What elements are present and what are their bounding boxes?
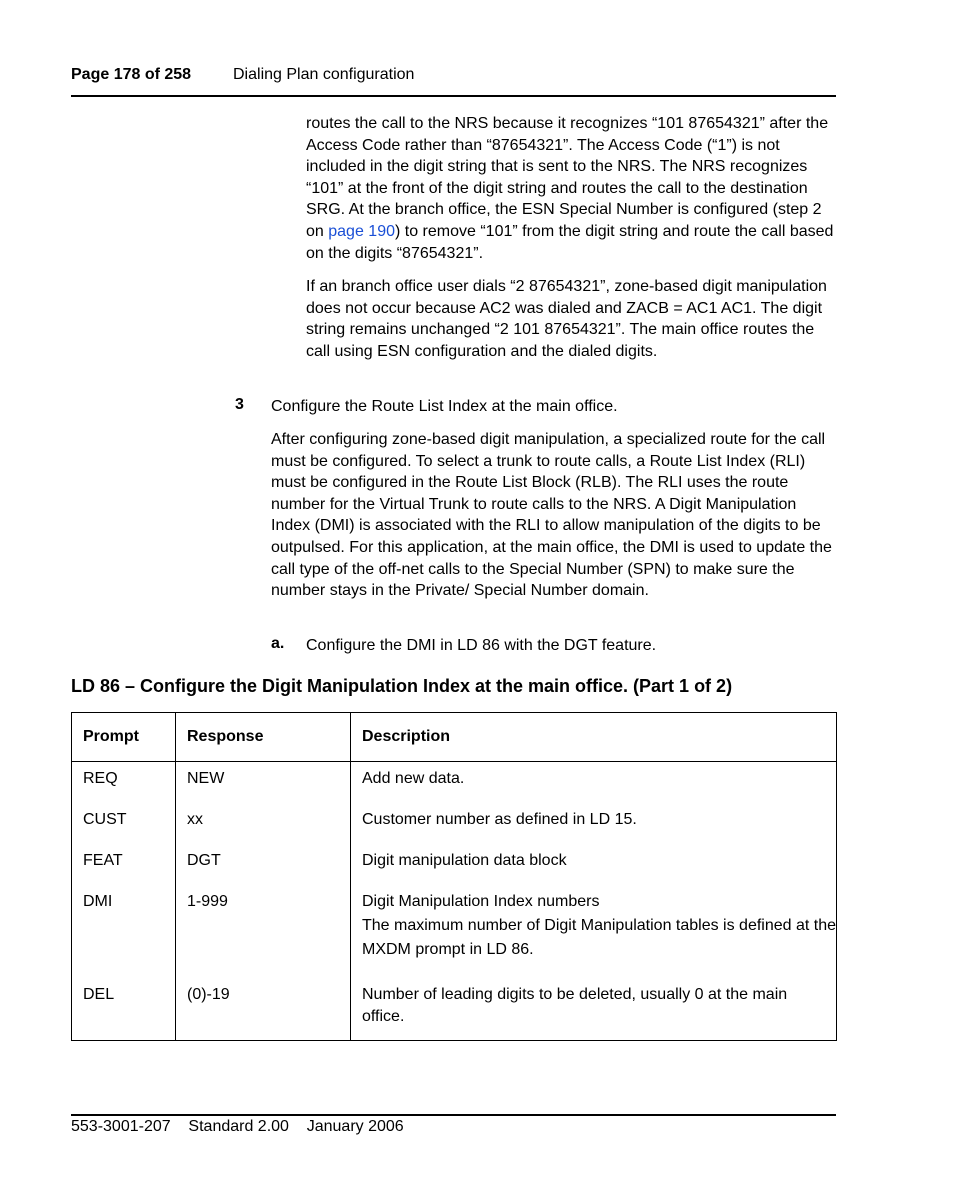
publication-date: January 2006 [306,1118,404,1135]
table-header-row [72,713,837,762]
intro-paragraph-2: If an branch office user dials “2 87654321”, zone-based digit manipulation does not occur because AC2 was dialed and ZACB = AC1 AC1. The digit string remains unchanged “2 101 87654321”. The main office routes the call using ESN configuration and the dialed digits. [306,278,827,360]
description-line: Digit Manipulation Index numbers [362,893,600,910]
header-rule [71,95,836,97]
table-row [72,844,837,885]
step-body: After configuring zone-based digit manipulation, a specialized route for the call must be configured. To select a trunk to route calls, a Route List Index (RLI) must be configured in the Route List Block (RLB). The RLI uses the route number for the Virtual Trunk to route calls to the NRS. A Digit Manipulation Index (DMI) is associated with the RLI to allow manipulation of the digits to be outpulsed. For this application, at the main office, the DMI is used to update the call type of the off-net calls to the Special Number (SPN) to make sure the number stays in the Private/ Special Number domain. [271,431,832,600]
description-line: Digit manipulation data block [362,852,567,869]
intro-text: routes the call to the NRS because it recognizes “101 87654321” after the Access Code rather than “87654321”. The Access Code (“1”) is not included in the digit string that is sent to the NRS. The NRS recognizes “101” at the front of the digit string and routes the call to the destination SRG. At the branch office, the ESN Special Number is configured (step 2 on [306,115,829,240]
dmi-config-table [71,712,837,1041]
header-prompt: Prompt [72,713,176,762]
description-line-2: The maximum number of Digit Manipulation tables is defined at the MXDM prompt in LD 86. [362,917,837,958]
response-cell: NEW [176,762,351,804]
response-cell: (0)-19 [176,978,351,1041]
prompt-cell: REQ [72,762,176,804]
doc-number: 553-3001-207 [71,1118,171,1135]
page-number: Page 178 of 258 [71,66,192,83]
section-title: Dialing Plan configuration [233,66,415,83]
description-line: Add new data. [362,770,465,787]
prompt-cell: FEAT [72,844,176,885]
page-header [71,66,836,84]
response-cell: xx [176,803,351,844]
substep-text: Configure the DMI in LD 86 with the DGT feature. [306,637,657,654]
response-cell: DGT [176,844,351,885]
page-190-link[interactable]: page 190 [328,222,395,240]
standard-version: Standard 2.00 [188,1118,289,1135]
table-row [72,978,837,1041]
description-cell [351,762,837,804]
description-line: Number of leading digits to be deleted, usually 0 at the main office. [362,986,788,1025]
prompt-cell: CUST [72,803,176,844]
step-title: Configure the Route List Index at the main office. [271,398,618,415]
footer-rule [71,1114,836,1116]
substep-label: a. [271,635,285,652]
header-response: Response [176,713,351,762]
description-cell [351,844,837,885]
header-description: Description [351,713,837,762]
prompt-cell: DMI [72,885,176,978]
prompt-cell: DEL [72,978,176,1041]
table-row [72,762,837,804]
table-title: LD 86 – Configure the Digit Manipulation Index at the main office. (Part 1 of 2) [71,676,733,696]
response-cell: 1-999 [176,885,351,978]
step-number: 3 [235,396,244,413]
description-cell [351,803,837,844]
table-row [72,885,837,978]
description-cell [351,978,837,1041]
description-line: Customer number as defined in LD 15. [362,811,637,828]
description-cell [351,885,837,978]
page-footer [71,1118,404,1136]
intro-paragraph-1 [306,113,836,264]
intro-text-continued: ) to remove “101” from the digit string and route the call based on the digits “87654321”. [306,222,834,262]
table-row [72,803,837,844]
